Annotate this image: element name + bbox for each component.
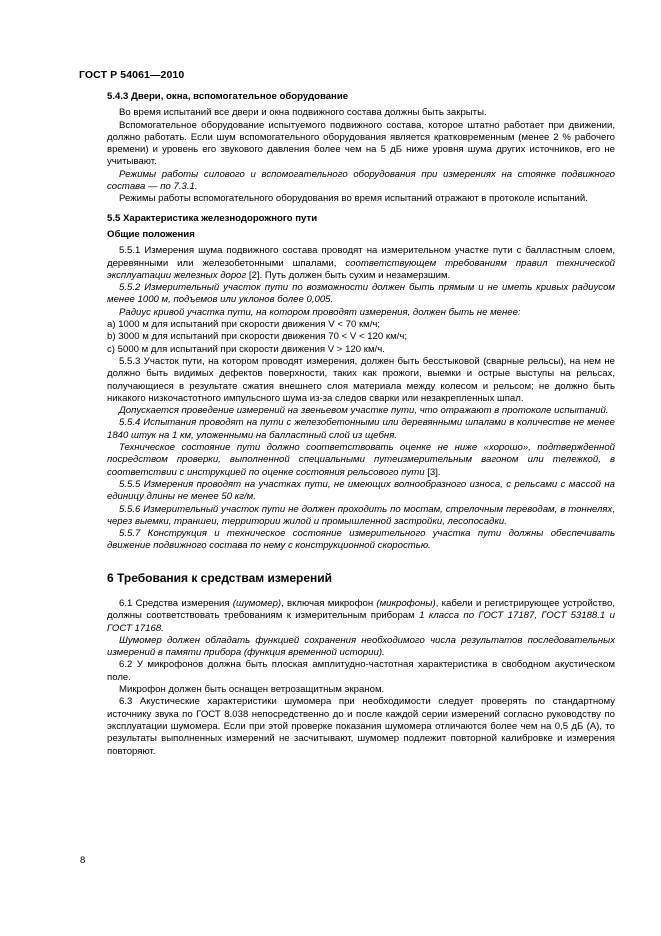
paragraph-5-5-4: 5.5.4 Испытания проводят на пути с железобетонными или деревянными шпалами в количестве не менее 1840 штук на 1 км, уложенными на балластный слой из щебня. bbox=[107, 417, 615, 441]
text-run: [3]. bbox=[424, 466, 441, 478]
paragraph-5-5-2: 5.5.2 Измерительный участок пути по возможности должен быть прямым и не иметь кривых радиусом менее 1000 м, подъемов или уклонов более 0,005. bbox=[107, 282, 615, 306]
list-item: a) 1000 м для испытаний при скорости движения V < 70 км/ч; bbox=[107, 319, 381, 331]
page-number: 8 bbox=[80, 855, 86, 866]
paragraph: Вспомогательное оборудование испытуемого подвижного состава, которое штатно работает при движении, должно работать. Если шум вспомогательного оборудования является кратковременным (менее 2 % рабочего времени) и уровень его звукового давления более чем на 5 дБ ниже уровня шума других источников, его не учитывают. bbox=[107, 119, 615, 168]
paragraph: Шумомер должен обладать функцией сохранения необходимого числа результатов последовательных измерений в памяти прибора (функция временной истории). bbox=[107, 634, 615, 659]
paragraph: Микрофон должен быть оснащен ветрозащитным экраном. bbox=[119, 684, 385, 696]
list-item: b) 3000 м для испытаний при скорости движения 70 < V < 120 км/ч; bbox=[107, 331, 408, 343]
paragraph bbox=[107, 442, 615, 479]
paragraph: Режимы работы вспомогательного оборудования во время испытаний отражают в протоколе испытаний. bbox=[119, 193, 588, 205]
paragraph-6-1 bbox=[107, 598, 615, 635]
text-run: , кабели и регистрирующее устройство, должны соответствовать требованиям к измерительным приборам bbox=[107, 597, 615, 622]
text-run: 6.1 Средства измерения bbox=[119, 597, 233, 609]
text-run: [2]. Путь должен быть сухим и незамерзшим. bbox=[246, 269, 451, 281]
text-run: Техническое состояние пути должно соответствовать оценке не ниже «хорошо», подтвержденной посредством проверки, выполненной специальными путеизмерительным вагоном или тележкой, в соответствии с инструкцией по оценке состояния рельсового пути bbox=[107, 442, 615, 478]
section-5-4-3-title: 5.4.3 Двери, окна, вспомогательное оборудование bbox=[107, 91, 349, 102]
text-run: 5.5.1 Измерения шума подвижного состава проводят на измерительном участке пути с балластным слоем, деревянными или железобетонными шпалами, bbox=[107, 245, 615, 269]
paragraph-6-2: 6.2 У микрофонов должна быть плоская амплитудно-частотная характеристика в свободном акустическом поле. bbox=[107, 659, 615, 683]
text-run: 1 класса по ГОСТ 17187, ГОСТ 53188.1 и ГОСТ 17168. bbox=[107, 610, 615, 634]
subsection-title: Общие положения bbox=[107, 228, 195, 240]
paragraph-5-5-6: 5.5.6 Измерительный участок пути не должен проходить по мостам, стрелочным переводам, в тоннелях, через выемки, траншеи, территории жилой и промышленной застройки, лесопосадки. bbox=[107, 503, 615, 527]
list-item: c) 5000 м для испытаний при скорости движения V > 120 км/ч. bbox=[107, 343, 385, 355]
text-run: , включая микрофон bbox=[281, 597, 377, 609]
paragraph: Допускается проведение измерений на звеньевом участке пути, что отражают в протоколе испытаний. bbox=[119, 405, 609, 417]
section-5-5-title: 5.5 Характеристика железнодорожного пути bbox=[107, 212, 318, 224]
paragraph: Радиус кривой участка пути, на котором проводят измерения, должен быть не менее: bbox=[119, 306, 521, 318]
text-run: (микрофоны) bbox=[376, 597, 436, 609]
paragraph-5-5-5: 5.5.5 Измерения проводят на участках пути, не имеющих волнообразного износа, с рельсами с массой на единицу длины не менее 50 кг/м. bbox=[107, 478, 615, 503]
paragraph-5-5-1 bbox=[107, 245, 615, 282]
text-run: соответствующем требованиям правил технической эксплуатации железных дорог bbox=[107, 257, 615, 281]
paragraph: Во время испытаний все двери и окна подвижного состава должны быть закрыты. bbox=[119, 107, 487, 119]
document-header: ГОСТ Р 54061—2010 bbox=[79, 69, 185, 81]
page-content bbox=[107, 91, 615, 758]
paragraph-5-5-3: 5.5.3 Участок пути, на котором проводят измерения, должен быть бесстыковой (сварные рельсы), на нем не должно быть видимых дефектов поверхности, таких как прожоги, выемки и острые выступы на рельсах, получающиеся в результате сжатия внешнего слоя материала между колесом и рельсом; не должно быть никакого низкочастотного импульсного шума из-за следов сварки или незакрепленных шпал. bbox=[107, 355, 615, 404]
section-6-title: 6 Требования к средствам измерений bbox=[107, 570, 333, 585]
paragraph-6-3: 6.3 Акустические характеристики шумомера при необходимости следует проверять по стандартному источнику звука по ГОСТ 8.038 непосредственно до и после каждой серии измерений согласно руководству по эксплуатации шумомера. Если при этой проверке показания шумомера отличаются более чем на 0,5 дБ (А), то результаты выполненных измерений не засчитывают, шумомер подлежит повторной калибровке и измерения повторяют. bbox=[107, 696, 615, 757]
text-run: (шумомер) bbox=[232, 597, 282, 609]
paragraph: Режимы работы силового и вспомогательного оборудования при измерениях на стоянке подвижного состава — по 7.3.1. bbox=[107, 168, 615, 193]
paragraph-5-5-7: 5.5.7 Конструкция и техническое состояние измерительного участка пути должны обеспечивать движение подвижного состава по нему с конструкционной скоростью. bbox=[107, 528, 615, 552]
